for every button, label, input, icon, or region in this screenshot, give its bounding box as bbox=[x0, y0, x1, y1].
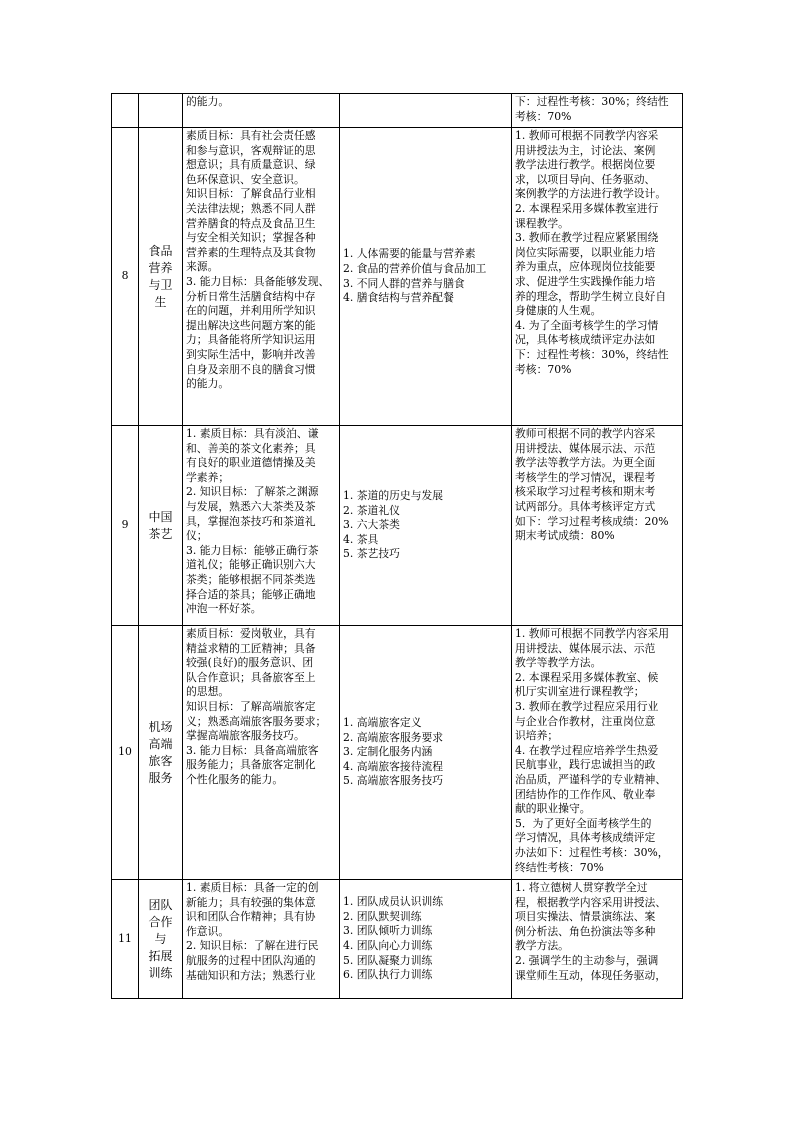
content-line: 1. 茶道的历史与发展 bbox=[343, 489, 444, 503]
row-number: 10 bbox=[118, 745, 132, 759]
goals-line: 择合适的茶具；能够正确地 bbox=[186, 587, 316, 601]
goals-line: 冲泡一杯好茶。 bbox=[186, 602, 262, 616]
teaching-method-cell bbox=[512, 426, 683, 626]
table-row bbox=[112, 128, 683, 426]
course-goals-cell bbox=[183, 426, 340, 626]
content-line: 4. 团队向心力训练 bbox=[343, 939, 433, 952]
goals-line: 到实际生活中，影响并改善 bbox=[186, 347, 316, 361]
course-name-cell bbox=[139, 880, 183, 999]
method-line: 4. 在教学过程应培养学生热爱 bbox=[515, 743, 659, 757]
course-content-cell bbox=[340, 426, 512, 626]
table-row bbox=[112, 880, 683, 999]
method-line: 3. 教师在教学过程应紧紧围绕 bbox=[515, 231, 659, 245]
method-line: 养的理念，帮助学生树立良好自 bbox=[515, 289, 667, 303]
method-line: 身健康的人生观。 bbox=[515, 304, 602, 318]
goals-line: 航服务的过程中团队沟通的 bbox=[186, 953, 316, 967]
goals-line: 1. 素质目标：具有淡泊、谦 bbox=[186, 427, 319, 440]
row-number: 11 bbox=[118, 931, 132, 945]
course-name-line: 训练 bbox=[148, 965, 173, 980]
method-line: 4. 为了全面考核学生的学习情 bbox=[515, 318, 659, 332]
method-line: 办法如下：过程性考核：30%， bbox=[515, 845, 669, 859]
method-line: 养为重点，应体现岗位技能要 bbox=[515, 260, 656, 274]
course-name-line: 食品 bbox=[148, 243, 173, 258]
method-line: 下：过程性考核：30%；终结性 bbox=[515, 95, 669, 108]
course-name-line: 生 bbox=[154, 294, 167, 309]
course-name-line: 旅客 bbox=[148, 753, 173, 768]
teaching-method-cell bbox=[512, 880, 683, 999]
goals-line: 学素养； bbox=[186, 470, 230, 484]
method-line: 1. 教师可根据不同教学内容采 bbox=[515, 129, 659, 142]
method-line: 用讲授法、媒体展示法、示范 bbox=[515, 441, 656, 455]
method-line: 教学等教学方法。 bbox=[515, 656, 602, 670]
goals-line: 自身及亲朋不良的膳食习惯 bbox=[186, 362, 316, 376]
goals-line: 与安全相关知识；掌握各种 bbox=[186, 231, 316, 245]
row-number: 8 bbox=[121, 269, 129, 283]
goals-line: 的能力。 bbox=[186, 377, 230, 391]
method-line: 教学法进行教学。根据岗位要 bbox=[515, 158, 656, 172]
course-name-cell bbox=[139, 626, 183, 880]
goals-line: 的思想。 bbox=[186, 685, 230, 699]
course-name-cell bbox=[139, 128, 183, 426]
goals-line: 知识目标：了解食品行业相 bbox=[186, 187, 316, 201]
content-line: 2. 茶道礼仪 bbox=[343, 503, 400, 517]
course-content-cell bbox=[340, 94, 512, 128]
row-number-cell bbox=[112, 128, 139, 426]
goals-line: 基础知识和方法；熟悉行业 bbox=[186, 968, 316, 982]
goals-line: 色环保意识、安全意识。 bbox=[186, 172, 305, 186]
method-line: 治品质，严谨科学的专业精神、 bbox=[515, 772, 667, 786]
method-line: 2. 本课程采用多媒体教室进行 bbox=[515, 201, 659, 215]
method-line: 献的职业操守。 bbox=[515, 802, 591, 816]
course-name-cell bbox=[139, 426, 183, 626]
goals-line: 关法律法规；熟悉不同人群 bbox=[186, 201, 316, 215]
method-line: 识培养； bbox=[515, 729, 559, 743]
method-line: 学习情况，具体考核成绩评定 bbox=[515, 831, 656, 845]
course-goals-cell bbox=[183, 94, 340, 128]
method-line: 5．为了更好全面考核学生的 bbox=[515, 816, 652, 830]
course-goals-cell bbox=[183, 880, 340, 999]
method-line: 2. 本课程采用多媒体教室、候 bbox=[515, 670, 659, 684]
method-line: 期末考试成绩：80% bbox=[515, 529, 615, 543]
course-content-cell bbox=[340, 880, 512, 999]
goals-line: 个性化服务的能力。 bbox=[186, 772, 284, 786]
table-row bbox=[112, 626, 683, 880]
content-line: 4. 膳食结构与营养配餐 bbox=[343, 291, 454, 305]
method-line: 核采取学习过程考核和期末考 bbox=[515, 485, 656, 499]
method-line: 课程教学。 bbox=[515, 216, 569, 230]
goals-line: 新能力；具有较强的集体意 bbox=[186, 895, 316, 909]
content-line: 2. 团队默契训练 bbox=[343, 909, 422, 923]
course-goals-cell bbox=[183, 626, 340, 880]
method-line: 1. 教师可根据不同教学内容采用 bbox=[515, 627, 670, 640]
course-table bbox=[111, 93, 683, 999]
content-line: 3. 六大茶类 bbox=[343, 518, 400, 532]
goals-line: 有良好的职业道德情操及美 bbox=[186, 456, 316, 470]
content-line: 4. 茶具 bbox=[343, 532, 379, 546]
content-line: 4. 高端旅客接待流程 bbox=[343, 759, 444, 773]
goals-line: 2. 知识目标：了解茶之渊源 bbox=[186, 485, 319, 499]
method-line: 教师可根据不同的教学内容采 bbox=[515, 427, 656, 440]
method-line: 求，以项目导向、任务驱动、 bbox=[515, 172, 656, 186]
method-line: 终结性考核：70% bbox=[515, 860, 604, 874]
method-line: 求、促进学生实践操作能力培 bbox=[515, 274, 656, 288]
course-name-line: 中国 bbox=[148, 509, 173, 524]
method-line: 试两部分。具体考核评定方式 bbox=[515, 499, 656, 513]
goals-line: 分析日常生活膳食结构中存 bbox=[186, 289, 316, 303]
goals-line: 营养素的生理特点及其食物 bbox=[186, 245, 316, 259]
goals-line: 精益求精的工匠精神；具备 bbox=[186, 641, 316, 655]
goals-line: 2. 知识目标：了解在进行民 bbox=[186, 939, 319, 953]
goals-line: 义；熟悉高端旅客服务要求； bbox=[186, 714, 327, 728]
method-line: 如下：学习过程考核成绩：20% bbox=[515, 514, 669, 528]
method-line: 案例教学的方法进行教学设计。 bbox=[515, 187, 667, 201]
goals-line: 素质目标：具有社会责任感 bbox=[186, 129, 316, 142]
row-number-cell bbox=[112, 880, 139, 999]
course-name-line: 合作 bbox=[148, 914, 173, 929]
course-name-line: 服务 bbox=[148, 770, 173, 785]
method-line: 考核：70% bbox=[515, 109, 572, 123]
row-number-cell bbox=[112, 94, 139, 128]
method-line: 机厅实训室进行课程教学； bbox=[515, 685, 645, 699]
row-number: 9 bbox=[121, 518, 129, 532]
goals-line: 想意识；具有质量意识、绿 bbox=[186, 158, 316, 172]
method-line: 团结协作的工作作风、敬业奉 bbox=[515, 787, 656, 801]
course-name-line: 拓展 bbox=[148, 948, 173, 963]
content-line: 2. 食品的营养价值与食品加工 bbox=[343, 261, 487, 275]
table-row bbox=[112, 426, 683, 626]
method-line: 民航事业，践行忠诚担当的政 bbox=[515, 758, 656, 772]
method-line: 项目实操法、情景演练法、案 bbox=[515, 910, 656, 924]
content-line: 5. 团队凝聚力训练 bbox=[343, 953, 433, 967]
method-line: 2. 强调学生的主动参与，强调 bbox=[515, 953, 659, 967]
method-line: 考核：70% bbox=[515, 362, 572, 376]
method-line: 岗位实际需要，以职业能力培 bbox=[515, 245, 656, 259]
goals-line: 和参与意识，客观辩证的思 bbox=[186, 143, 316, 157]
content-line: 3. 团队倾听力训练 bbox=[343, 924, 433, 938]
content-line: 5. 高端旅客服务技巧 bbox=[343, 774, 444, 788]
course-goals-cell bbox=[183, 128, 340, 426]
content-line: 1. 团队成员认识训练 bbox=[343, 895, 444, 909]
goals-line: 作意识。 bbox=[186, 924, 230, 938]
goals-line: 道礼仪；能够正确识别六大 bbox=[186, 558, 316, 572]
goals-line: 队合作意识；具备旅客至上 bbox=[186, 670, 316, 684]
method-line: 考核学生的学习情况，课程考 bbox=[515, 470, 656, 484]
teaching-method-cell bbox=[512, 626, 683, 880]
course-name-line: 茶艺 bbox=[148, 526, 173, 541]
content-line: 5. 茶艺技巧 bbox=[343, 547, 400, 561]
goals-line: 较强(良好)的服务意识、团 bbox=[186, 656, 314, 670]
goals-line: 营养膳食的特点及食品卫生 bbox=[186, 216, 316, 230]
content-line: 3. 定制化服务内涵 bbox=[343, 745, 433, 759]
teaching-method-cell bbox=[512, 128, 683, 426]
method-line: 教学方法。 bbox=[515, 939, 569, 953]
method-line: 课堂师生互动，体现任务驱动， bbox=[515, 968, 667, 982]
goals-line: 知识目标：了解高端旅客定 bbox=[186, 699, 316, 713]
course-name-line: 机场 bbox=[148, 719, 173, 734]
content-line: 6. 团队执行力训练 bbox=[343, 968, 433, 982]
method-line: 1. 将立德树人贯穿教学全过 bbox=[515, 881, 648, 894]
goals-line: 力；具备能将所学知识运用 bbox=[186, 333, 316, 347]
goals-line: 仪； bbox=[186, 529, 208, 543]
goals-line: 具，掌握泡茶技巧和茶道礼 bbox=[186, 514, 316, 528]
goals-line: 掌握高端旅客服务技巧。 bbox=[186, 729, 305, 743]
course-name-line: 团队 bbox=[148, 897, 173, 912]
content-line: 1. 高端旅客定义 bbox=[343, 716, 422, 730]
method-line: 3. 教师在教学过程应采用行业 bbox=[515, 699, 659, 713]
course-content-cell bbox=[340, 626, 512, 880]
goals-line: 与发展，熟悉六大茶类及茶 bbox=[186, 499, 316, 513]
method-line: 用讲授法为主，讨论法、案例 bbox=[515, 143, 656, 157]
course-name-line: 与卫 bbox=[148, 277, 173, 292]
content-line: 2. 高端旅客服务要求 bbox=[343, 730, 444, 744]
method-line: 程，根据教学内容采用讲授法、 bbox=[515, 895, 667, 909]
goals-line: 3. 能力目标：具备能够发现、 bbox=[186, 274, 330, 288]
goals-line: 和、善美的茶文化素养；具 bbox=[186, 441, 316, 455]
row-number-cell bbox=[112, 626, 139, 880]
goals-line: 素质目标：爱岗敬业，具有 bbox=[186, 627, 316, 640]
course-name-line: 与 bbox=[154, 931, 167, 946]
method-line: 用讲授法、媒体展示法、示范 bbox=[515, 641, 656, 655]
method-line: 况，具体考核成绩评定办法如 bbox=[515, 333, 656, 347]
goals-line: 3. 能力目标：能够正确行茶 bbox=[186, 543, 319, 557]
course-name-cell bbox=[139, 94, 183, 128]
course-name-line: 营养 bbox=[148, 260, 173, 275]
method-line: 教学法等教学方法。为更全面 bbox=[515, 456, 656, 470]
goals-line: 提出解决这些问题方案的能 bbox=[186, 318, 316, 332]
goals-line: 的能力。 bbox=[186, 95, 230, 108]
course-name-line: 高端 bbox=[148, 736, 173, 751]
goals-line: 来源。 bbox=[186, 260, 219, 274]
goals-line: 1. 素质目标：具备一定的创 bbox=[186, 881, 319, 894]
teaching-method-cell bbox=[512, 94, 683, 128]
method-line: 下：过程性考核：30%，终结性 bbox=[515, 347, 669, 361]
goals-line: 服务能力；具备旅客定制化 bbox=[186, 758, 316, 772]
course-content-cell bbox=[340, 128, 512, 426]
row-number-cell bbox=[112, 426, 139, 626]
content-line: 3. 不同人群的营养与膳食 bbox=[343, 276, 465, 290]
goals-line: 茶类；能够根据不同茶类选 bbox=[186, 572, 316, 586]
goals-line: 在的问题，并利用所学知识 bbox=[186, 304, 316, 318]
goals-line: 识和团队合作精神；具有协 bbox=[186, 910, 316, 924]
method-line: 例分析法、角色扮演法等多种 bbox=[515, 924, 656, 938]
content-line: 1. 人体需要的能量与营养素 bbox=[343, 247, 476, 261]
goals-line: 3. 能力目标：具备高端旅客 bbox=[186, 743, 319, 757]
table-row bbox=[112, 94, 683, 128]
method-line: 与企业合作教材，注重岗位意 bbox=[515, 714, 656, 728]
course-table-body bbox=[112, 94, 683, 999]
